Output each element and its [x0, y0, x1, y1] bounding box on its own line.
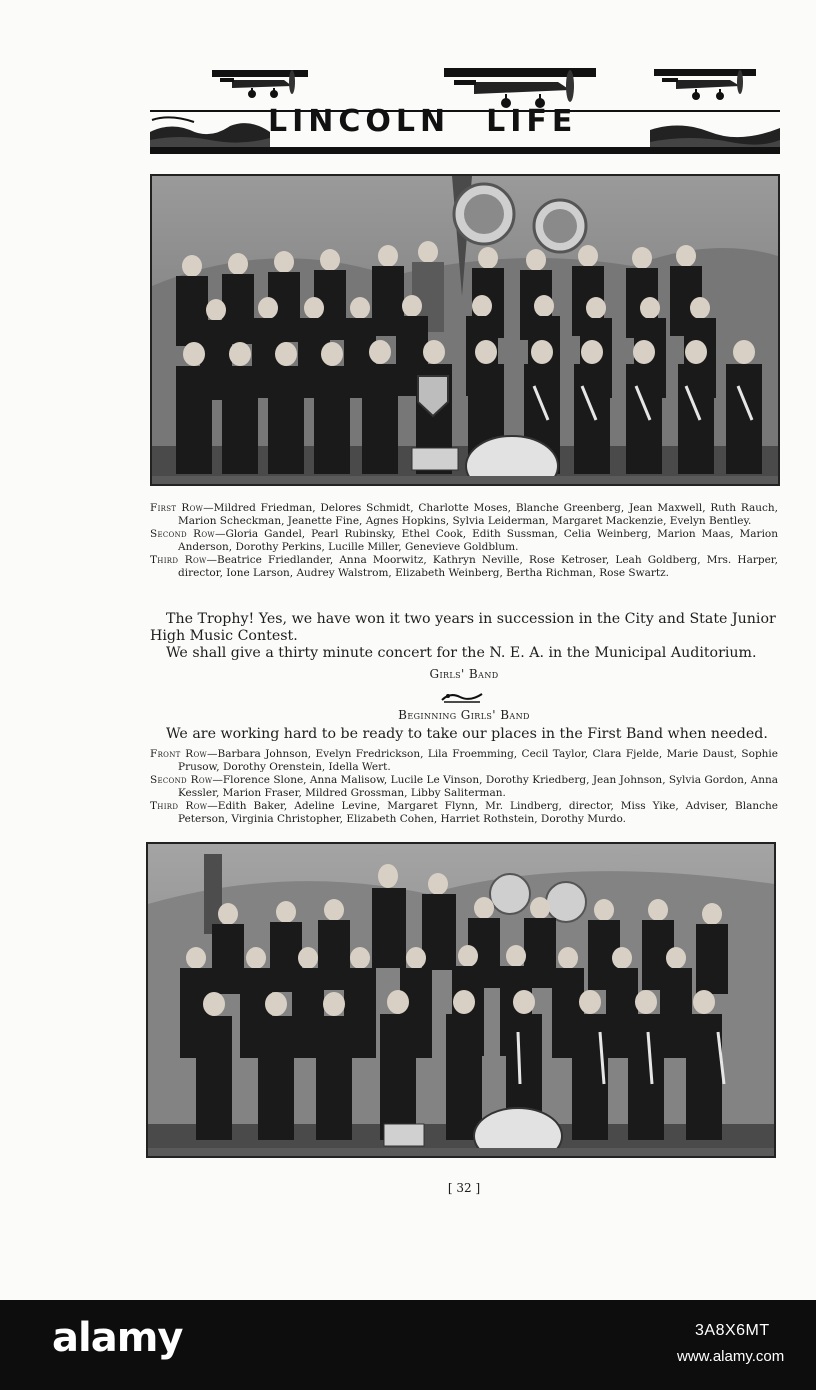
girls-band-photo: [150, 174, 780, 486]
first-band-row: [150, 554, 778, 580]
beginning-band-row: [150, 774, 778, 800]
alamy-logo: alamy: [52, 1315, 183, 1361]
divider-ornament-icon: [440, 690, 484, 704]
title-left: LINCOLN: [268, 104, 451, 139]
first-band-row: [150, 502, 778, 528]
row-names: —Mildred Friedman, Delores Schmidt, Charlotte Moses, Blanche Greenberg, Jean Maxwell, Ruth Rauch, Marion Scheckman, Jeanette Fine, Agnes Hopkins, Sylvia Leiderman, Margaret Mackenzie, Evelyn Bentley.: [178, 502, 778, 527]
row-names: —Edith Baker, Adeline Levine, Margaret Flynn, Mr. Lindberg, director, Miss Yike, Adviser, Blanche Peterson, Virginia Christopher, Elizabeth Cohen, Harriet Rothstein, Dorothy Murdo.: [178, 800, 779, 825]
row-label: Second Row: [150, 528, 215, 540]
first-band-row: [150, 528, 778, 554]
title-right: LIFE: [486, 104, 578, 139]
concert-paragraph: We shall give a thirty minute concert for the N. E. A. in the Municipal Auditorium.: [166, 645, 757, 661]
beginning-band-photo: [146, 842, 776, 1158]
page-number: [ 32 ]: [447, 1181, 481, 1195]
row-label: Third Row: [150, 800, 208, 812]
beginning-band-heading: Beginning Girls' Band: [398, 708, 530, 722]
first-band-caption: [150, 502, 778, 580]
working-paragraph: We are working hard to be ready to take our places in the First Band when needed.: [166, 726, 768, 742]
airplane-center-icon: [444, 62, 596, 110]
beginning-band-row: [150, 748, 778, 774]
row-label: Third Row: [150, 554, 207, 566]
row-names: —Florence Slone, Anna Malisow, Lucile Le Vinson, Dorothy Kriedberg, Jean Johnson, Sylvia Gordon, Anna Kessler, Marion Fraser, Mildred Grossman, Libby Saliterman.: [178, 774, 778, 799]
row-names: —Gloria Gandel, Pearl Rubinsky, Ethel Cook, Edith Sussman, Celia Weinberg, Marion Maas, Marion Anderson, Dorothy Perkins, Lucille Miller, Genevieve Goldblum.: [178, 528, 779, 553]
row-names: —Beatrice Friedlander, Anna Moorwitz, Kathryn Neville, Rose Ketroser, Leah Goldberg, Mrs. Harper, director, Ione Larson, Audrey Walstrom, Elizabeth Weinberg, Bertha Richman, Rose Swartz.: [178, 554, 778, 579]
row-label: Front Row: [150, 748, 208, 760]
row-names: —Barbara Johnson, Evelyn Fredrickson, Lila Froemming, Cecil Taylor, Clara Fjelde, Marie Daust, Sophie Prusow, Dorothy Orenstein, Idella Wert.: [178, 748, 779, 773]
airplane-left-icon: [212, 62, 308, 100]
page-title: [268, 104, 648, 139]
beginning-band-row: [150, 800, 778, 826]
image-id: 3A8X6MT: [695, 1322, 770, 1339]
trophy-paragraph: The Trophy! Yes, we have won it two years in succession in the City and State Junior High Music Contest.: [150, 611, 776, 644]
first-band-paragraphs: [150, 611, 778, 662]
beginning-band-paragraph: [150, 726, 778, 743]
watermark-url[interactable]: www.alamy.com: [677, 1348, 785, 1365]
row-label: First Row: [150, 502, 204, 514]
beginning-band-caption: [150, 748, 778, 826]
airplane-right-icon: [654, 62, 756, 102]
front-row: [196, 990, 722, 1140]
girls-band-heading: Girls' Band: [429, 667, 499, 681]
row-label: Second Row: [150, 774, 213, 786]
